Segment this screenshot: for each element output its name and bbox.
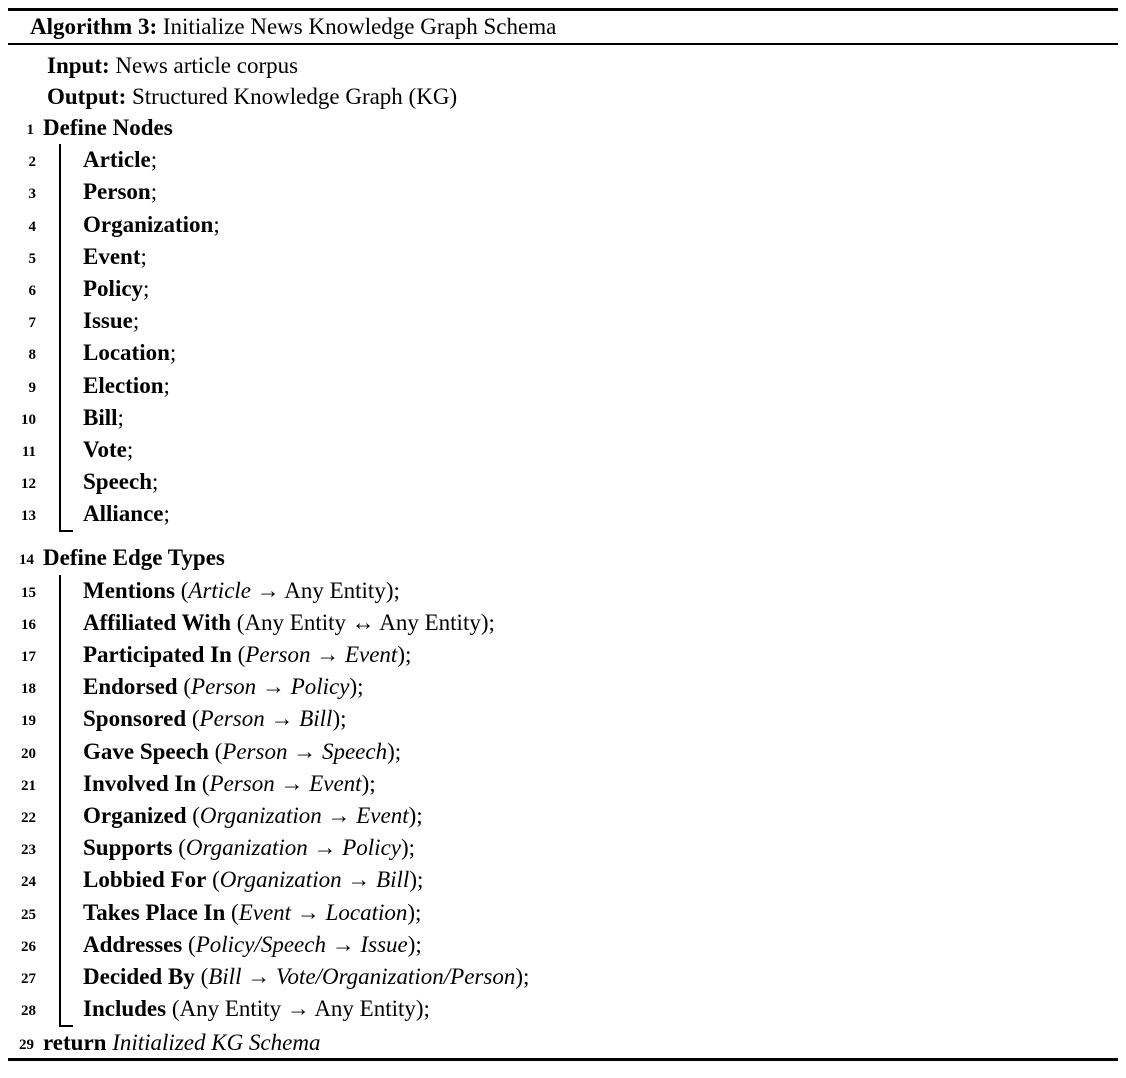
plain-text: ); [515, 963, 530, 989]
line-number: 18 [21, 681, 36, 698]
line-number: 28 [21, 1003, 36, 1020]
algorithm-caption-title: Initialize News Knowledge Graph Schema [157, 14, 557, 39]
italic-term: Event [309, 770, 362, 796]
algorithm-line-1 [0, 112, 1126, 144]
line-number: 1 [26, 122, 34, 138]
line-content [83, 932, 422, 957]
input-label: Input: [47, 53, 110, 78]
algorithm-line-9 [28, 370, 1126, 402]
algorithm-line-24 [21, 864, 1126, 896]
output-label: Output: [47, 84, 127, 109]
line-number: 13 [21, 508, 36, 525]
plain-text: ; [163, 501, 170, 527]
algorithm-line-27 [21, 961, 1126, 993]
italic-term: Organization [199, 802, 322, 828]
italic-term: Person [209, 770, 275, 796]
line-content [83, 244, 147, 269]
algorithm-line-7 [28, 305, 1126, 337]
output-row [0, 81, 1126, 112]
line-number: 17 [21, 649, 36, 665]
italic-term: Bill [376, 867, 410, 893]
plain-text: → [264, 706, 300, 732]
algorithm-line-13 [21, 498, 1126, 530]
keyword-text: Article [83, 147, 151, 173]
plain-text: ( [175, 577, 189, 603]
line-content [83, 835, 415, 860]
italic-term: Article [188, 577, 252, 603]
line-number: 24 [21, 874, 36, 891]
line-number: 26 [21, 938, 36, 955]
line-content [83, 964, 529, 989]
line-number: 22 [21, 809, 36, 826]
algorithm-line-29 [0, 1027, 1126, 1059]
line-content [83, 803, 423, 828]
plain-text: ); [409, 867, 424, 893]
line-number: 3 [28, 186, 36, 203]
bottom-rule [8, 1058, 1118, 1061]
italic-term: Bill [208, 963, 242, 989]
plain-text: ( [186, 802, 200, 828]
plain-text: ; [140, 243, 147, 269]
plain-text: ); [407, 931, 422, 957]
line-content [83, 739, 401, 764]
plain-text: ; [163, 372, 170, 398]
algorithm-line-22 [21, 800, 1126, 832]
keyword-text: Alliance [83, 501, 164, 527]
line-number: 27 [21, 970, 36, 987]
keyword-text: Speech [83, 469, 152, 495]
indent-block [21, 575, 1126, 1026]
line-content [43, 115, 173, 140]
line-number: 15 [21, 584, 36, 601]
keyword-text: Election [83, 372, 164, 398]
algorithm-line-18 [21, 671, 1126, 703]
italic-term: Policy [342, 835, 401, 861]
line-number: 29 [19, 1037, 34, 1054]
plain-text: ; [126, 436, 134, 462]
line-content [83, 405, 124, 430]
keyword-text: Sponsored [83, 706, 187, 732]
plain-text: ); [400, 835, 416, 861]
indent-block [21, 144, 1126, 530]
line-content [83, 578, 400, 603]
plain-text: → [287, 738, 322, 764]
line-content [83, 771, 376, 796]
keyword-text: Define Nodes [43, 115, 173, 140]
italic-term: Person [222, 738, 288, 764]
line-number: 23 [21, 842, 36, 859]
keyword-text: Organized [83, 802, 187, 828]
keyword-text: Gave Speech [83, 738, 209, 764]
line-content [83, 373, 170, 398]
line-number: 12 [21, 476, 36, 493]
algorithm-line-16 [21, 607, 1126, 639]
plain-text: ; [132, 308, 140, 334]
keyword-text: Mentions [83, 577, 175, 603]
line-number: 5 [28, 250, 36, 267]
plain-text: ); [408, 802, 423, 828]
plain-text: → [307, 835, 343, 861]
line-content [83, 308, 139, 333]
plain-text: ); [387, 738, 402, 764]
line-content [83, 706, 347, 731]
algorithm-line-14 [0, 542, 1126, 574]
keyword-text: Location [83, 340, 170, 366]
keyword-text: Includes [83, 996, 167, 1022]
plain-text: ( [172, 835, 186, 861]
line-content [83, 996, 430, 1021]
algorithm-line-6 [28, 273, 1126, 305]
line-number: 6 [28, 282, 36, 299]
line-content [83, 179, 157, 204]
italic-term: Policy/Speech [195, 931, 326, 957]
plain-text: ; [169, 340, 177, 366]
algorithm-line-25 [21, 897, 1126, 929]
line-number: 10 [21, 411, 36, 428]
algorithm-line-10 [21, 402, 1126, 434]
line-content [83, 610, 495, 635]
italic-term: Person [199, 706, 265, 732]
italic-term: Initialized KG Schema [106, 1030, 321, 1056]
algorithm-line-26 [21, 929, 1126, 961]
italic-term: Event [344, 642, 398, 667]
algorithm-line-4 [28, 209, 1126, 241]
output-value: Structured Knowledge Graph (KG) [126, 84, 458, 109]
italic-term: Issue [360, 931, 408, 957]
italic-term: Bill [299, 706, 333, 732]
plain-text: ( [206, 867, 220, 893]
plain-text: → [256, 674, 291, 700]
keyword-text: Supports [83, 835, 173, 861]
plain-text: → [321, 802, 357, 828]
italic-term: Speech [321, 738, 388, 764]
algorithm-line-19 [21, 703, 1126, 735]
line-number: 20 [21, 745, 36, 762]
line-content [83, 437, 133, 462]
plain-text: ; [213, 211, 220, 237]
algorithm-lines [0, 112, 1126, 1059]
input-row [0, 50, 1126, 81]
plain-text: ; [150, 179, 158, 205]
keyword-text: Affiliated With [83, 609, 232, 635]
plain-text: ); [332, 706, 347, 732]
algorithm-line-12 [21, 466, 1126, 498]
line-number: 19 [21, 713, 36, 730]
line-number: 21 [21, 777, 36, 794]
line-content [43, 1030, 320, 1055]
keyword-text: Vote [83, 436, 127, 462]
plain-text: ( [182, 931, 196, 957]
algorithm-line-20 [21, 736, 1126, 768]
line-number: 2 [28, 154, 36, 171]
line-number: 14 [19, 552, 34, 569]
algorithm-line-5 [28, 241, 1126, 273]
plain-text: ( [196, 770, 210, 796]
italic-term: Event [356, 802, 409, 828]
keyword-text: Involved In [83, 770, 197, 796]
italic-term: Person [245, 642, 311, 667]
plain-text: → [310, 642, 345, 667]
line-content [83, 900, 421, 925]
plain-text: (Any Entity → Any Entity); [166, 996, 430, 1022]
line-content [83, 340, 176, 365]
keyword-text: Endorsed [83, 674, 178, 700]
algorithm-caption [0, 11, 1126, 43]
keyword-text: Bill [83, 404, 118, 430]
italic-term: Organization [219, 867, 342, 893]
line-number: 11 [21, 443, 36, 460]
line-content [83, 276, 149, 301]
italic-term: Vote/Organization/Person [275, 963, 516, 989]
input-value: News article corpus [109, 53, 299, 78]
line-content [83, 867, 423, 892]
keyword-text: Lobbied For [83, 867, 207, 893]
plain-text: ); [361, 770, 376, 796]
plain-text: ( [231, 642, 246, 667]
plain-text: → [291, 899, 326, 925]
line-content [83, 501, 170, 526]
plain-text: ( [208, 738, 223, 764]
keyword-text: Person [83, 179, 151, 205]
line-content [83, 147, 157, 172]
italic-term: Organization [185, 835, 308, 861]
plain-text: ( [186, 706, 200, 732]
keyword-text: Participated In [83, 642, 232, 667]
plain-text: ; [117, 404, 124, 430]
algorithm-line-15 [21, 575, 1126, 607]
keyword-text: Decided By [83, 963, 195, 989]
keyword-text: return [43, 1030, 107, 1056]
algorithm-line-28 [21, 993, 1126, 1025]
plain-text: ( [225, 899, 239, 925]
plain-text: ; [143, 275, 150, 301]
line-number: 8 [28, 347, 36, 364]
plain-text: → [241, 963, 276, 989]
line-number: 4 [28, 218, 36, 235]
italic-term: Policy [290, 674, 350, 700]
keyword-text: Policy [83, 275, 144, 301]
keyword-text: Event [83, 243, 141, 269]
keyword-text: Organization [83, 211, 214, 237]
line-number: 7 [28, 315, 36, 332]
line-number: 16 [21, 616, 36, 633]
algorithm-line-23 [21, 832, 1126, 864]
plain-text: (Any Entity ↔ Any Entity); [231, 609, 495, 635]
plain-text: ); [407, 899, 422, 925]
plain-text: → [325, 931, 361, 957]
plain-text: ( [194, 963, 209, 989]
plain-text: → [274, 770, 310, 796]
plain-text: → [341, 867, 377, 893]
line-content [83, 212, 220, 237]
plain-text: ; [152, 469, 159, 495]
line-content [83, 642, 411, 667]
plain-text: ); [349, 674, 364, 700]
algorithm-line-11 [21, 434, 1126, 466]
keyword-text: Takes Place In [83, 899, 226, 925]
algorithm-body [0, 45, 1126, 1059]
line-content [43, 545, 225, 570]
algorithm-line-21 [21, 768, 1126, 800]
algorithm-caption-label: Algorithm 3: [30, 14, 158, 39]
plain-text: ); [397, 642, 412, 667]
keyword-text: Define Edge Types [43, 545, 225, 571]
line-content [83, 469, 158, 494]
plain-text: → Any Entity); [251, 577, 400, 603]
italic-term: Person [191, 674, 257, 700]
keyword-text: Addresses [83, 931, 183, 957]
plain-text: ; [150, 147, 158, 173]
algorithm-line-3 [28, 176, 1126, 208]
italic-term: Event [238, 899, 292, 925]
line-content [83, 674, 364, 699]
algorithm-line-2 [28, 144, 1126, 176]
algorithm-line-17 [21, 639, 1126, 671]
keyword-text: Issue [83, 308, 133, 334]
line-number: 25 [21, 906, 36, 923]
algorithm-line-8 [28, 337, 1126, 369]
italic-term: Location [325, 899, 408, 925]
line-number: 9 [28, 379, 36, 396]
plain-text: ( [177, 674, 192, 700]
